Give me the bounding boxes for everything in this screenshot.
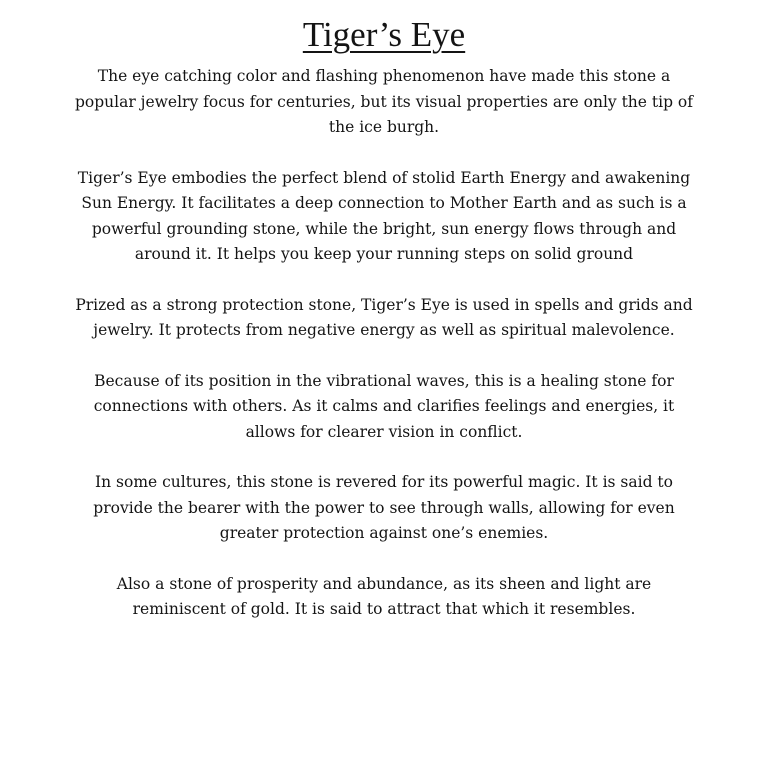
paragraph-magic: In some cultures, this stone is revered for its powerful magic. It is said to provide the bearer with the power to see through walls, allowing for even greater protection against one’s enemies. — [93, 473, 675, 542]
paragraph-healing: Because of its position in the vibrational waves, this is a healing stone for connections with others. As it calms and clarifies feelings and energies, it allows for clearer vision in conflict. — [93, 371, 675, 441]
paragraph-protection: Prized as a strong protection stone, Tiger’s Eye is used in spells and grids and jewelry. It protects from negative energy as well as spiritual malevolence. — [75, 295, 693, 339]
document-title: Tiger’s Eye — [302, 15, 466, 54]
paragraph-energy: Tiger’s Eye embodies the perfect blend of stolid Earth Energy and awakening Sun Energy. It facilitates a deep connection to Mother Earth and as such is a powerful grounding stone, while the bright, sun energy flows through and around it. It helps you keep your running steps on solid ground — [77, 168, 691, 263]
paragraph-intro: The eye catching color and flashing phenomenon have made this stone a popular jewelry focus for centuries, but its visual properties are only the tip of the ice burgh. — [74, 67, 693, 136]
paragraph-prosperity: Also a stone of prosperity and abundance, as its sheen and light are reminiscent of gold. It is said to attract that which it resembles. — [116, 574, 652, 618]
